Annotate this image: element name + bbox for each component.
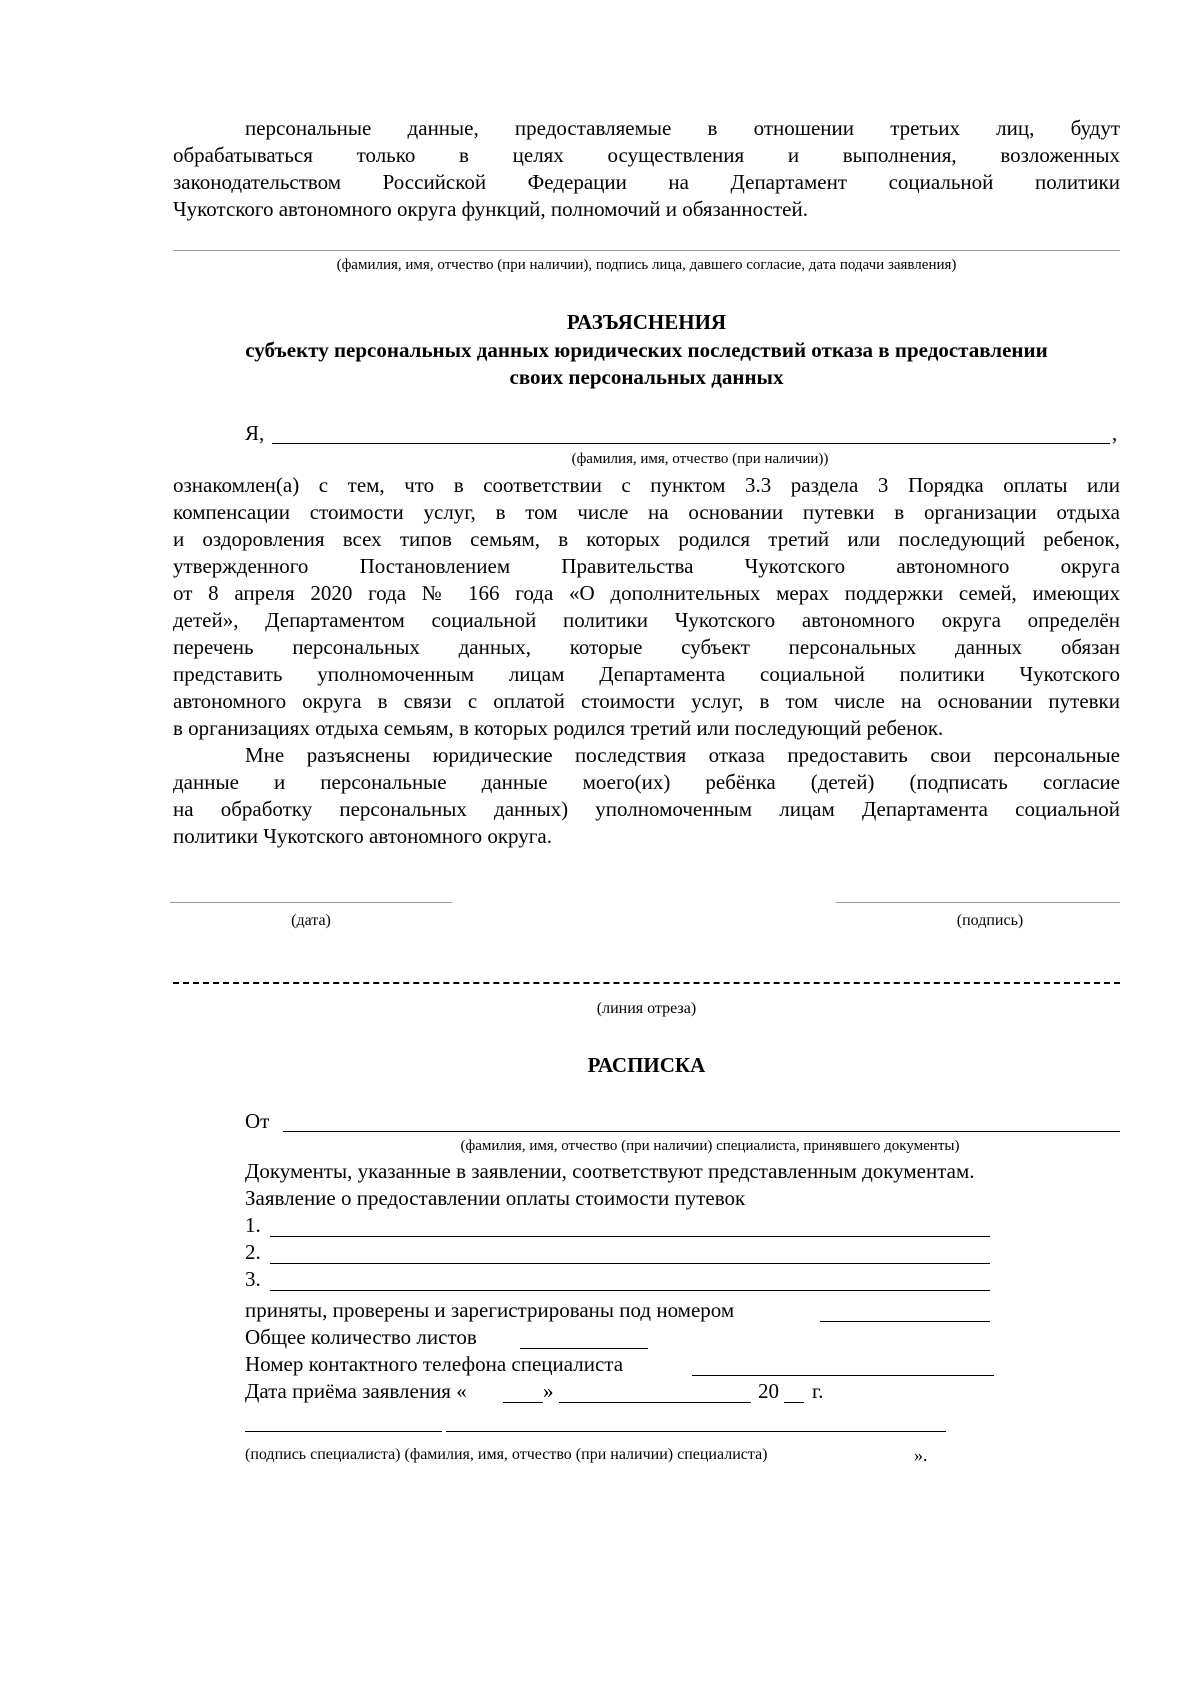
consent-line-3: законодательством Российской Федерации на Департамент социальной политики [173,170,1120,194]
receipt-item-1-number: 1. [245,1213,261,1237]
receipt-item-2-line [270,1263,990,1264]
consent-line-2: обрабатываться только в целях осуществления и выполнения, возложенных [173,143,1120,167]
receipt-from-caption: (фамилия, имя, отчество (при наличии) специалиста, принявшего документы) [460,1138,960,1154]
signature-line [836,902,1120,903]
receipt-from-line [283,1131,1120,1132]
receipt-item-2-number: 2. [245,1240,261,1264]
para1-line-3: и оздоровления всех типов семьям, в которых родился третий или последующий ребенок, [173,527,1120,551]
receipt-documents-line: Документы, указанные в заявлении, соответствуют представленным документам. [245,1159,975,1183]
para1-line-6: детей», Департаментом социальной политики Чукотского автономного округа определён [173,608,1120,632]
receipt-specialist-name-line [446,1431,946,1432]
cut-line-caption: (линия отреза) [596,1000,697,1017]
receipt-sheets-line [520,1348,648,1349]
receipt-date-day-line [503,1402,543,1403]
receipt-title: РАСПИСКА [587,1053,706,1077]
receipt-date-year-line [784,1402,804,1403]
consent-signature-caption: (фамилия, имя, отчество (при наличии), подпись лица, давшего согласие, дата подачи заявления) [336,257,957,273]
receipt-date-suffix: г. [812,1379,824,1403]
receipt-specialist-signature-line [245,1431,442,1432]
para1-line-1: ознакомлен(а) с тем, что в соответствии с пунктом 3.3 раздела 3 Порядка оплаты или [173,473,1120,497]
receipt-from-label: От [245,1109,270,1133]
para1-line-7: перечень персональных данных, которые субъект персональных данных обязан [173,635,1120,659]
receipt-item-3-line [270,1290,990,1291]
receipt-application-line: Заявление о предоставлении оплаты стоимости путевок [245,1186,746,1210]
para2-line-3: на обработку персональных данных) уполномоченным лицам Департамента социальной [173,797,1120,821]
para2-line-2: данные и персональные данные моего(их) ребёнка (детей) (подписать согласие [173,770,1120,794]
para2-line-4: политики Чукотского автономного округа. [173,824,552,848]
receipt-sheets-label: Общее количество листов [245,1325,477,1349]
para1-line-5: от 8 апреля 2020 года № 166 года «О дополнительных мерах поддержки семей, имеющих [173,581,1120,605]
i-label: Я, [245,421,265,445]
receipt-date-label: Дата приёма заявления « [245,1379,467,1403]
clarifications-subtitle-line-2: своих персональных данных [509,365,784,389]
i-name-caption: (фамилия, имя, отчество (при наличии)) [571,451,829,467]
para1-line-9: автономного округа в связи с оплатой стоимости услуг, в том числе на основании путевки [173,689,1120,713]
i-name-line [272,443,1110,444]
receipt-phone-line [692,1375,994,1376]
receipt-closing: ». [914,1445,928,1465]
consent-line-4: Чукотского автономного округа функций, полномочий и обязанностей. [173,197,808,221]
consent-line-1: персональные данные, предоставляемые в отношении третьих лиц, будут [245,116,1120,140]
receipt-signature-caption: (подпись специалиста) (фамилия, имя, отчество (при наличии) специалиста) [245,1446,768,1463]
para1-line-10: в организациях отдыха семьям, в которых родился третий или последующий ребенок. [173,716,944,740]
receipt-item-1-line [270,1236,990,1237]
receipt-item-3-number: 3. [245,1267,261,1291]
receipt-accepted-line [820,1321,990,1322]
date-line [170,902,452,903]
para1-line-2: компенсации стоимости услуг, в том числе на основании путевки в организации отдыха [173,500,1120,524]
i-comma: , [1112,421,1118,445]
receipt-date-month-line [559,1402,751,1403]
signature-caption: (подпись) [956,912,1024,929]
receipt-phone-label: Номер контактного телефона специалиста [245,1352,624,1376]
clarifications-subtitle-line-1: субъекту персональных данных юридических последствий отказа в предоставлении [245,338,1048,362]
receipt-date-year: 20 [758,1379,779,1403]
receipt-date-mid: » [543,1379,554,1403]
para1-line-8: представить уполномоченным лицам Департамента социальной политики Чукотского [173,662,1120,686]
para1-line-4: утвержденного Постановлением Правительства Чукотского автономного округа [173,554,1120,578]
clarifications-title: РАЗЪЯСНЕНИЯ [566,310,727,334]
date-caption: (дата) [291,912,331,929]
cut-line [173,982,1120,984]
receipt-accepted-label: приняты, проверены и зарегистрированы под номером [245,1298,735,1322]
para2-line-1: Мне разъяснены юридические последствия отказа предоставить свои персональные [245,743,1120,767]
consent-signature-line [173,250,1120,251]
